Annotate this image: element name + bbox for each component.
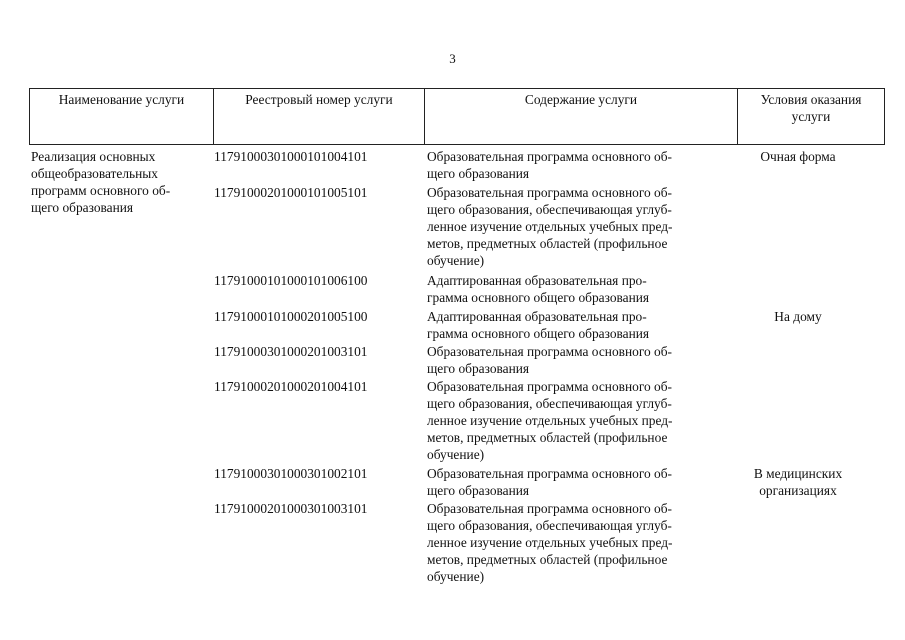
header-conditions-line: Условия оказания: [760, 92, 862, 107]
content-line: щего образования: [427, 483, 530, 498]
service-name: [31, 148, 207, 216]
content-line: метов, предметных областей (профильное: [427, 236, 668, 251]
service-content: [427, 308, 722, 342]
content-line: Образовательная программа основного об-: [427, 501, 672, 516]
content-line: щего образования, обеспечивающая углуб-: [427, 202, 672, 217]
header-service-conditions: [738, 89, 885, 145]
registry-number: 11791000201000201004101: [214, 379, 368, 394]
service-name-line: Реализация основных: [31, 149, 156, 164]
content-line: Адаптированная образовательная про-: [427, 273, 647, 288]
content-line: щего образования, обеспечивающая углуб-: [427, 518, 672, 533]
registry-number: 11791000101000201005100: [214, 309, 368, 324]
registry-number: 11791000101000101006100: [214, 273, 368, 288]
service-condition: [728, 308, 868, 325]
content-line: ленное изучение отдельных учебных пред-: [427, 413, 673, 428]
service-content: [427, 343, 722, 377]
service-name-line: программ основного об-: [31, 183, 171, 198]
registry-number: 11791000201000301003101: [214, 501, 368, 516]
content-line: Образовательная программа основного об-: [427, 344, 672, 359]
content-line: обучение): [427, 569, 485, 584]
content-line: щего образования, обеспечивающая углуб-: [427, 396, 672, 411]
registry-number: 11791000301000201003101: [214, 344, 368, 359]
content-line: обучение): [427, 253, 485, 268]
content-line: Образовательная программа основного об-: [427, 466, 672, 481]
content-line: Образовательная программа основного об-: [427, 185, 672, 200]
registry-number: 11791000301000301002101: [214, 466, 368, 481]
content-line: Адаптированная образовательная про-: [427, 309, 647, 324]
condition-line: В медицинских: [753, 466, 843, 481]
page-number: 3: [449, 51, 456, 66]
content-line: грамма основного общего образования: [427, 326, 650, 341]
service-name-line: общеобразовательных: [31, 166, 159, 181]
registry-number: 11791000201000101005101: [214, 185, 368, 200]
content-line: щего образования: [427, 361, 530, 376]
service-content: [427, 500, 722, 585]
service-content: [427, 184, 722, 269]
service-name-line: щего образования: [31, 200, 134, 215]
content-line: метов, предметных областей (профильное: [427, 430, 668, 445]
header-conditions-line: услуги: [791, 109, 831, 124]
content-line: Образовательная программа основного об-: [427, 379, 672, 394]
header-service-content: Содержание услуги: [425, 89, 738, 145]
service-content: [427, 148, 722, 182]
service-content: [427, 272, 722, 306]
service-content: [427, 378, 722, 463]
condition-line: На дому: [774, 309, 822, 324]
content-line: ленное изучение отдельных учебных пред-: [427, 219, 673, 234]
service-content: [427, 465, 722, 499]
services-table-header: [29, 88, 885, 145]
content-line: грамма основного общего образования: [427, 290, 650, 305]
header-service-name: Наименование услуги: [30, 89, 214, 145]
content-line: щего образования: [427, 166, 530, 181]
registry-number: 11791000301000101004101: [214, 149, 368, 164]
service-condition: [728, 148, 868, 165]
content-line: ленное изучение отдельных учебных пред-: [427, 535, 673, 550]
content-line: метов, предметных областей (профильное: [427, 552, 668, 567]
content-line: Образовательная программа основного об-: [427, 149, 672, 164]
condition-line: организациях: [759, 483, 837, 498]
condition-line: Очная форма: [760, 149, 836, 164]
service-condition: [728, 465, 868, 499]
header-registry-number: Реестровый номер услуги: [214, 89, 425, 145]
content-line: обучение): [427, 447, 485, 462]
